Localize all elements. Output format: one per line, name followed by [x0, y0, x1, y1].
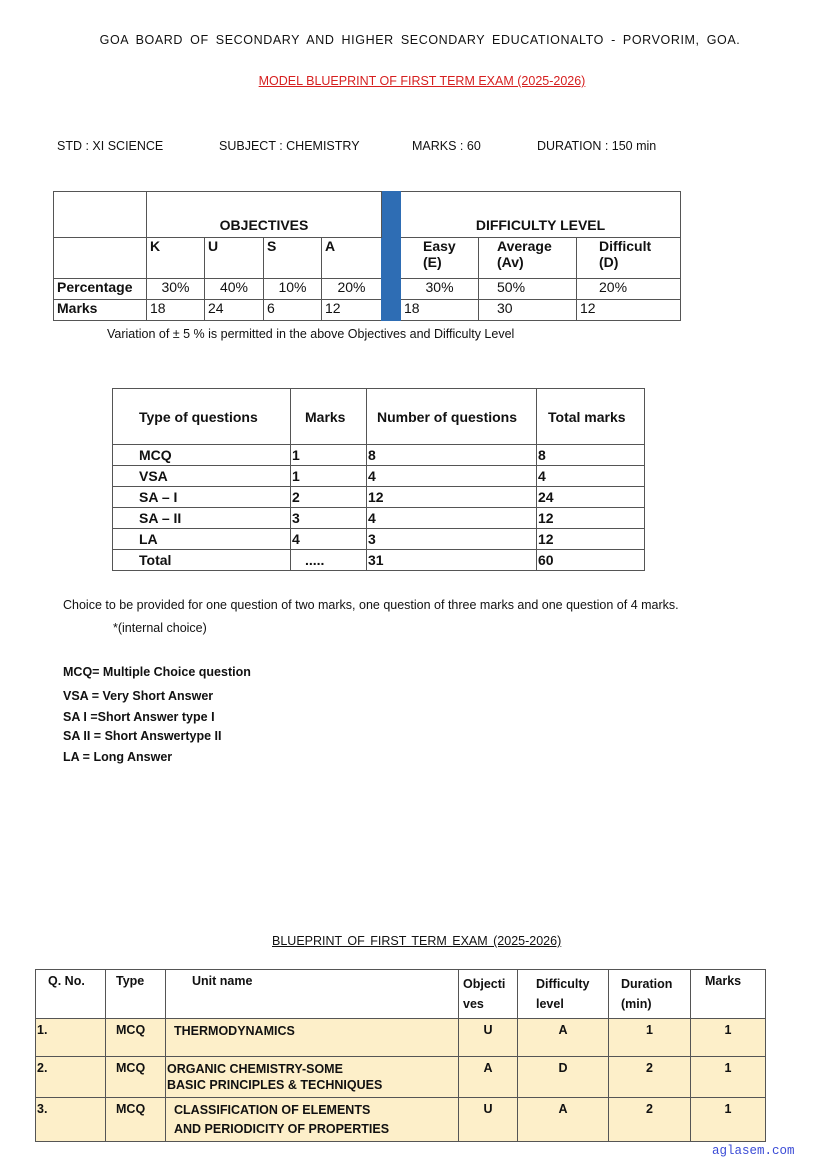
table-row [36, 1098, 766, 1142]
cell-type: LA [113, 529, 291, 550]
difficulty-heading: DIFFICULTY LEVEL [401, 192, 681, 238]
marks-average: 30 [479, 300, 577, 321]
abbrev-mcq: MCQ= Multiple Choice question [63, 665, 251, 679]
cell-marks: 1 [691, 1057, 766, 1098]
table-row [113, 445, 645, 466]
cell-total: 60 [537, 550, 645, 571]
header-difficulty: Difficulty level [518, 970, 609, 1019]
watermark: aglasem.com [712, 1144, 795, 1158]
cell-unit [166, 1057, 459, 1098]
col-s: S [264, 238, 322, 279]
unit-line: THERMODYNAMICS [174, 1024, 295, 1038]
cell-number: 12 [367, 487, 537, 508]
unit-line: CLASSIFICATION OF ELEMENTS [174, 1103, 371, 1117]
cell-total: 24 [537, 487, 645, 508]
col-easy: Easy (E) [401, 238, 479, 279]
pct-a: 20% [322, 279, 382, 300]
table-row [113, 529, 645, 550]
cell-marks: 2 [291, 487, 367, 508]
cell-number: 3 [367, 529, 537, 550]
objectives-difficulty-table [53, 191, 681, 321]
cell-type: VSA [113, 466, 291, 487]
cell-type: Total [113, 550, 291, 571]
cell-objective: U [459, 1019, 518, 1057]
blueprint-table [35, 969, 766, 1142]
col-u: U [205, 238, 264, 279]
cell-difficulty: A [518, 1098, 609, 1142]
cell-duration: 1 [609, 1019, 691, 1057]
duration-info: DURATION : 150 min [537, 139, 657, 153]
cell-number: 4 [367, 508, 537, 529]
pct-average: 50% [479, 279, 577, 300]
cell-type: MCQ [113, 445, 291, 466]
cell-qno: 2. [36, 1057, 106, 1098]
abbrev-la: LA = Long Answer [63, 750, 173, 764]
board-header: GOA BOARD OF SECONDARY AND HIGHER SECONDARY EDUCATIONALTO - PORVORIM, GOA. [99, 33, 741, 47]
header-objectives: Objecti ves [459, 970, 518, 1019]
cell-difficulty: D [518, 1057, 609, 1098]
pct-k: 30% [147, 279, 205, 300]
col-average: Average (Av) [479, 238, 577, 279]
cell-duration: 2 [609, 1098, 691, 1142]
unit-line: BASIC PRINCIPLES & TECHNIQUES [167, 1078, 383, 1092]
document-title: MODEL BLUEPRINT OF FIRST TERM EXAM (2025-2026) [258, 74, 586, 88]
abbrev-sa1: SA I =Short Answer type I [63, 710, 215, 724]
choice-note: Choice to be provided for one question of two marks, one question of three marks and one question of 4 marks. [63, 598, 679, 612]
cell-type: SA – II [113, 508, 291, 529]
table-row [113, 466, 645, 487]
cell-total: 12 [537, 508, 645, 529]
cell-duration: 2 [609, 1057, 691, 1098]
marks-a: 12 [322, 300, 382, 321]
cell-marks: 3 [291, 508, 367, 529]
header-qno: Q. No. [36, 970, 106, 1019]
internal-choice-note: *(internal choice) [113, 621, 207, 635]
cell-type: SA – I [113, 487, 291, 508]
cell-total: 12 [537, 529, 645, 550]
marks-label: Marks [54, 300, 147, 321]
table-row [36, 1057, 766, 1098]
cell-type: MCQ [106, 1057, 166, 1098]
marks-info: MARKS : 60 [412, 139, 481, 153]
unit-line: ORGANIC CHEMISTRY-SOME [167, 1062, 343, 1076]
cell-difficulty: A [518, 1019, 609, 1057]
percentage-label: Percentage [54, 279, 147, 300]
marks-easy: 18 [401, 300, 479, 321]
cell-number: 31 [367, 550, 537, 571]
table-row [113, 550, 645, 571]
header-type: Type of questions [113, 389, 291, 445]
col-difficult: Difficult (D) [577, 238, 681, 279]
cell-objective: U [459, 1098, 518, 1142]
question-types-table [112, 388, 645, 571]
table-row [113, 508, 645, 529]
marks-u: 24 [205, 300, 264, 321]
cell-qno: 1. [36, 1019, 106, 1057]
cell-type: MCQ [106, 1098, 166, 1142]
marks-difficult: 12 [577, 300, 681, 321]
cell-total: 4 [537, 466, 645, 487]
pct-s: 10% [264, 279, 322, 300]
cell-unit [166, 1019, 459, 1057]
col-a: A [322, 238, 382, 279]
cell-qno: 3. [36, 1098, 106, 1142]
subject-info: SUBJECT : CHEMISTRY [219, 139, 360, 153]
pct-easy: 30% [401, 279, 479, 300]
cell-marks: 1 [291, 445, 367, 466]
marks-s: 6 [264, 300, 322, 321]
col-k: K [147, 238, 205, 279]
unit-line: AND PERIODICITY OF PROPERTIES [174, 1122, 390, 1136]
marks-k: 18 [147, 300, 205, 321]
header-marks: Marks [691, 970, 766, 1019]
objectives-heading: OBJECTIVES [147, 192, 382, 238]
pct-difficult: 20% [577, 279, 681, 300]
cell-total: 8 [537, 445, 645, 466]
header-total: Total marks [537, 389, 645, 445]
pct-u: 40% [205, 279, 264, 300]
cell-marks: 1 [691, 1098, 766, 1142]
cell-objective: A [459, 1057, 518, 1098]
table-row [36, 1019, 766, 1057]
cell-marks: ..... [291, 550, 367, 571]
cell-type: MCQ [106, 1019, 166, 1057]
table-divider [382, 192, 401, 321]
header-unit: Unit name [166, 970, 459, 1019]
abbrev-sa2: SA II = Short Answertype II [63, 729, 222, 743]
cell-marks: 1 [691, 1019, 766, 1057]
abbrev-vsa: VSA = Very Short Answer [63, 689, 214, 703]
variation-note: Variation of ± 5 % is permitted in the above Objectives and Difficulty Level [107, 327, 515, 341]
header-duration: Duration (min) [609, 970, 691, 1019]
cell-marks: 1 [291, 466, 367, 487]
table-row [113, 487, 645, 508]
cell-unit [166, 1098, 459, 1142]
cell-marks: 4 [291, 529, 367, 550]
cell-number: 4 [367, 466, 537, 487]
header-type: Type [106, 970, 166, 1019]
std-info: STD : XI SCIENCE [57, 139, 164, 153]
header-number: Number of questions [367, 389, 537, 445]
blueprint-title: BLUEPRINT OF FIRST TERM EXAM (2025-2026) [272, 934, 562, 948]
cell-number: 8 [367, 445, 537, 466]
header-marks: Marks [291, 389, 367, 445]
